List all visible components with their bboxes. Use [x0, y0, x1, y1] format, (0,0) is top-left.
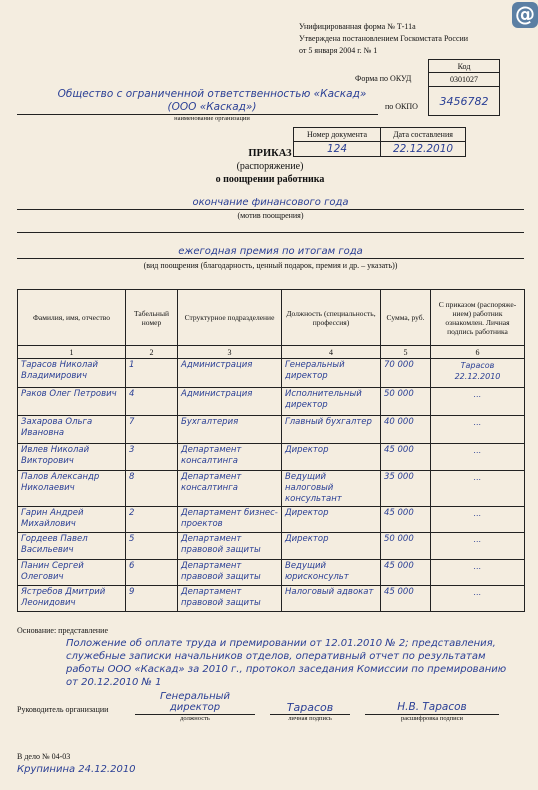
employee-name: Ястребов Дмитрий Леонидович — [18, 586, 126, 612]
head-signature: Тарасов — [286, 701, 334, 714]
col-number: 5 — [381, 346, 431, 359]
signature-mark: ... — [473, 418, 482, 427]
department: Бухгалтерия — [178, 416, 282, 444]
position: Генеральный директор — [282, 359, 381, 388]
okpo-value: 3456782 — [429, 87, 500, 116]
department: Департамент правовой защиты — [178, 586, 282, 612]
employee-name: Раков Олег Петрович — [18, 388, 126, 416]
basis-line: служебные записки начальников отделов, оперативный отчет по результатам — [66, 651, 486, 662]
table-row — [18, 586, 525, 612]
doc-date-label: Дата составления — [381, 128, 466, 142]
reward-caption: (вид поощрения (благодарность, ценный подарок, премия и др. – указать)) — [143, 261, 398, 270]
table-row — [18, 507, 525, 533]
form-line-1: Унифицированная форма № Т-11а — [299, 22, 416, 31]
department: Департамент бизнес-проектов — [178, 507, 282, 533]
department: Администрация — [178, 388, 282, 416]
file-handwritten: Крупинина 24.12.2010 — [17, 764, 136, 775]
employee-signature — [431, 560, 525, 586]
col-number: 1 — [18, 346, 126, 359]
table-row — [18, 416, 525, 444]
employee-signature — [431, 416, 525, 444]
employee-name: Гарин Андрей Михайлович — [18, 507, 126, 533]
signature-mark: ... — [473, 588, 482, 597]
sign-caption: личная подпись — [288, 715, 332, 722]
employee-signature — [431, 533, 525, 560]
tab-number: 9 — [126, 586, 178, 612]
tab-number: 1 — [126, 359, 178, 388]
employee-name: Палов Александр Николаевич — [18, 471, 126, 507]
signature-mark: ... — [473, 509, 482, 518]
employee-signature — [431, 586, 525, 612]
position: Директор — [282, 533, 381, 560]
tab-number: 5 — [126, 533, 178, 560]
doc-number: 124 — [294, 142, 381, 157]
doc-date: 22.12.2010 — [381, 142, 466, 157]
reward-sum: 35 000 — [381, 471, 431, 507]
column-numbers-row — [18, 346, 525, 359]
app-logo-icon: @ — [512, 2, 538, 28]
signature-mark: ... — [473, 562, 482, 571]
organization-line-1: Общество с ограниченной ответственностью «Каскад» — [57, 88, 367, 100]
tab-number: 3 — [126, 444, 178, 471]
signature-mark: ... — [473, 446, 482, 455]
table-header-row — [18, 290, 525, 346]
signature-mark: ... — [473, 390, 482, 399]
file-note: В дело № 04-03 — [17, 752, 71, 761]
employee-signature — [431, 471, 525, 507]
employee-name: Гордеев Павел Васильевич — [18, 533, 126, 560]
form-line-3: от 5 января 2004 г. № 1 — [299, 46, 378, 55]
reward-sum: 45 000 — [381, 586, 431, 612]
department: Департамент консалтинга — [178, 444, 282, 471]
basis-line: работы ООО «Каскад» за 2010 г., протокол заседания Комиссии по премированию — [66, 664, 507, 675]
motive-caption: (мотив поощрения) — [237, 211, 304, 220]
name-caption: расшифровка подписи — [400, 715, 464, 722]
table-row — [18, 560, 525, 586]
reward-sum: 45 000 — [381, 560, 431, 586]
table-row — [18, 359, 525, 388]
okud-label: Форма по ОКУД — [355, 74, 412, 83]
title-line-1: ПРИКАЗ — [248, 148, 292, 159]
signature-mark: ... — [473, 535, 482, 544]
signer-position-line-1: Генеральный — [159, 691, 231, 702]
basis-line: от 20.12.2010 № 1 — [66, 677, 162, 688]
col-number: 2 — [126, 346, 178, 359]
header-tab-number: Табельный номер — [126, 290, 178, 346]
employee-name: Ивлев Николай Викторович — [18, 444, 126, 471]
tab-number: 7 — [126, 416, 178, 444]
organization-line-2: (ООО «Каскад») — [167, 101, 257, 113]
basis-label: Основание: представление — [17, 626, 108, 635]
organization-name — [17, 88, 407, 114]
reward-sum: 50 000 — [381, 533, 431, 560]
tab-number: 4 — [126, 388, 178, 416]
employee-signature — [431, 507, 525, 533]
employee-signature — [431, 444, 525, 471]
signature-mark: ... — [473, 473, 482, 482]
table-row — [18, 444, 525, 471]
employee-name: Тарасов Николай Владимирович — [18, 359, 126, 388]
col-number: 4 — [282, 346, 381, 359]
position: Ведущий юрисконсульт — [282, 560, 381, 586]
employees-table — [17, 289, 525, 612]
department: Департамент правовой защиты — [178, 533, 282, 560]
signature-mark: Тарасов — [460, 361, 495, 370]
basis-line: Положение об оплате труда и премировании от 12.01.2010 № 2; представления, — [66, 638, 496, 649]
motive-extra-line — [17, 232, 524, 233]
code-header: Код — [429, 60, 500, 73]
tab-number: 6 — [126, 560, 178, 586]
table-row — [18, 388, 525, 416]
position: Директор — [282, 444, 381, 471]
header-name: Фамилия, имя, отчество — [18, 290, 126, 346]
department: Администрация — [178, 359, 282, 388]
position: Главный бухгалтер — [282, 416, 381, 444]
order-title — [200, 147, 340, 186]
table-row — [18, 471, 525, 507]
doc-number-label: Номер документа — [294, 128, 381, 142]
signer-position — [135, 691, 255, 713]
signer-position-line-2: директор — [169, 702, 221, 713]
col-number: 6 — [431, 346, 525, 359]
header-position: Должность (специальность, профессия) — [282, 290, 381, 346]
header-department: Структурное подразделение — [178, 290, 282, 346]
employee-signature — [431, 359, 525, 388]
tab-number: 8 — [126, 471, 178, 507]
position: Исполнительный директор — [282, 388, 381, 416]
position-caption: должность — [180, 715, 210, 722]
department: Департамент правовой защиты — [178, 560, 282, 586]
header-sum: Сумма, руб. — [381, 290, 431, 346]
organization-caption: наименование организации — [174, 115, 250, 122]
reward-sum: 45 000 — [381, 507, 431, 533]
okpo-label: по ОКПО — [385, 102, 418, 111]
motive-underline — [17, 209, 524, 210]
tab-number: 2 — [126, 507, 178, 533]
form-line-2: Утверждена постановлением Госкомстата России — [299, 34, 469, 43]
department: Департамент консалтинга — [178, 471, 282, 507]
employee-name: Панин Сергей Олегович — [18, 560, 126, 586]
table-row — [18, 533, 525, 560]
reward-sum: 70 000 — [381, 359, 431, 388]
form-header — [299, 21, 468, 57]
codes-table — [428, 59, 500, 116]
reward-underline — [17, 258, 524, 259]
title-line-2: (распоряжение) — [236, 161, 304, 172]
head-label: Руководитель организации — [17, 705, 109, 714]
basis-text — [66, 637, 526, 689]
title-line-3: о поощрении работника — [215, 174, 325, 185]
okud-value: 0301027 — [429, 73, 500, 87]
position: Ведущий налоговый консультант — [282, 471, 381, 507]
position: Налоговый адвокат — [282, 586, 381, 612]
reward-sum: 45 000 — [381, 444, 431, 471]
header-signature: С приказом (распоряже-нием) работник ознакомлен. Личная подпись работника — [431, 290, 525, 346]
head-name: Н.В. Тарасов — [397, 701, 467, 713]
position: Директор — [282, 507, 381, 533]
employee-name: Захарова Ольга Ивановна — [18, 416, 126, 444]
signature-date: 22.12.2010 — [454, 372, 501, 381]
motive-value: окончание финансового года — [192, 197, 349, 208]
reward-sum: 40 000 — [381, 416, 431, 444]
reward-value: ежегодная премия по итогам года — [178, 246, 363, 257]
col-number: 3 — [178, 346, 282, 359]
reward-sum: 50 000 — [381, 388, 431, 416]
employee-signature — [431, 388, 525, 416]
